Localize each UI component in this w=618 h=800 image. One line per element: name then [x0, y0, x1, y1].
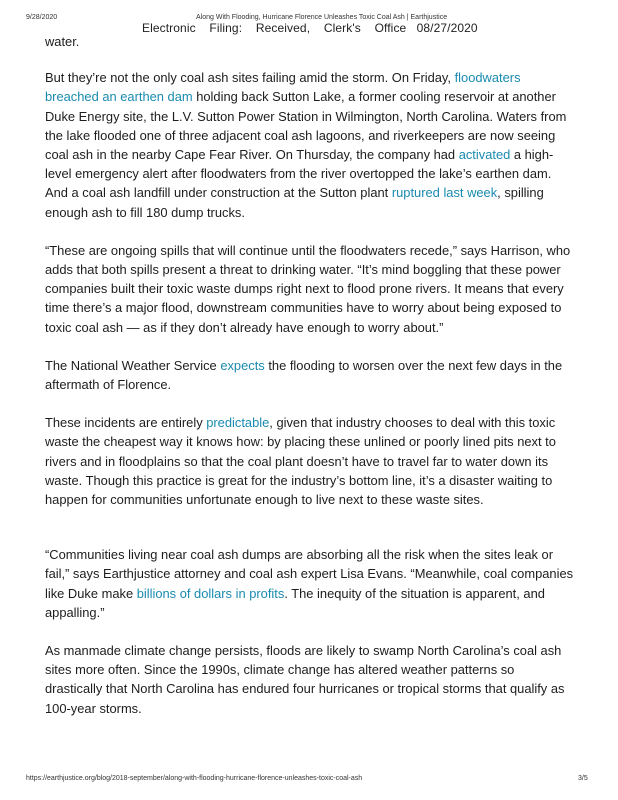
print-page-number: 3/5 [578, 775, 588, 782]
link-activated[interactable]: activated [458, 147, 511, 163]
paragraph-text: The National Weather Service [45, 357, 221, 373]
paragraph-sutton-lake [45, 68, 575, 222]
paragraph-evans-quote [45, 545, 575, 622]
paragraph-harrison-quote [45, 241, 575, 337]
link-predictable[interactable]: predictable [206, 415, 270, 431]
print-page-title: Along With Flooding, Hurricane Florence Unleashes Toxic Coal Ash | Earthjustice [196, 14, 448, 21]
paragraph-text: a high-level emergency alert after floodwaters from the river overtopped the lake’s earthen dam. And a coal ash landfill under construction at the Sutton plant [45, 147, 554, 201]
paragraph-climate-change [45, 641, 575, 718]
paragraph-text: As manmade climate change persists, floods are likely to swamp North Carolina’s coal ash sites more often. Since the 1990s, climate change has altered weather patterns so drastically that North Carolina has endured four hurricanes or tropical storms that qualify as 100-year storms. [45, 643, 565, 716]
paragraph-weather-service [45, 356, 575, 394]
link-floodwaters-breached-dam[interactable]: floodwaters breached an earthen dam [45, 70, 521, 105]
paragraph-text: water. [45, 34, 80, 49]
paragraph-text: , spilling enough ash to fill 180 dump trucks. [45, 185, 544, 220]
paragraph-text: , given that industry chooses to deal with this toxic waste the cheapest way it knows how: by placing these unlined or poorly lined pits next to rivers and in floodplains so that the coal plant doesn’t have to travel far to water down its waste. Though this practice is great for the industry’s bottom line, it’s a disaster waiting to happen for communities unfortunate enough to live next to these waste sites. [45, 415, 556, 508]
print-url: https://earthjustice.org/blog/2018-september/along-with-flooding-hurricane-florence-unleashes-toxic-coal-ash [26, 775, 363, 782]
link-expects[interactable]: expects [220, 357, 265, 373]
paragraph-text: But they’re not the only coal ash sites failing amid the storm. On Friday, [45, 70, 455, 86]
paragraph-text: These incidents are entirely [45, 415, 207, 431]
paragraph-text: “These are ongoing spills that will continue until the floodwaters recede,” says Harrison, who adds that both spills present a threat to drinking water. “It’s mind boggling that these power companies built their toxic waste dumps right next to flood prone rivers. It means that every time there’s a major flood, downstream communities have to worry about being exposed to toxic coal ash — as if they don’t already have enough to worry about.” [45, 242, 571, 335]
paragraph-text: “Communities living near coal ash dumps are absorbing all the risk when the sites leak or fail,” says Earthjustice attorney and coal ash expert Lisa Evans. “Meanwhile, coal companies like Duke make [45, 547, 574, 601]
paragraph-predictable [45, 413, 575, 509]
filing-stamp: Electronic Filing: Received, Clerk's Office 08/27/2020 [142, 21, 478, 35]
paragraph-continuation [45, 32, 575, 51]
paragraph-text: holding back Sutton Lake, a former cooling reservoir at another Duke Energy site, the L.V. Sutton Power Station in Wilmington, North Carolina. Waters from the lake flooded one of three adjacent coal ash lagoons, and riverkeepers are now seeing coal ash in the nearby Cape Fear River. On Thursday, the company had [45, 89, 567, 163]
link-ruptured-last-week[interactable]: ruptured last week [391, 185, 498, 201]
paragraph-text: the flooding to worsen over the next few days in the aftermath of Florence. [45, 357, 563, 393]
paragraph-text: . The inequity of the situation is apparent, and appalling.” [45, 585, 545, 620]
link-billions-in-profits[interactable]: billions of dollars in profits [136, 585, 285, 601]
article-body [45, 32, 575, 718]
print-date: 9/28/2020 [26, 14, 58, 21]
